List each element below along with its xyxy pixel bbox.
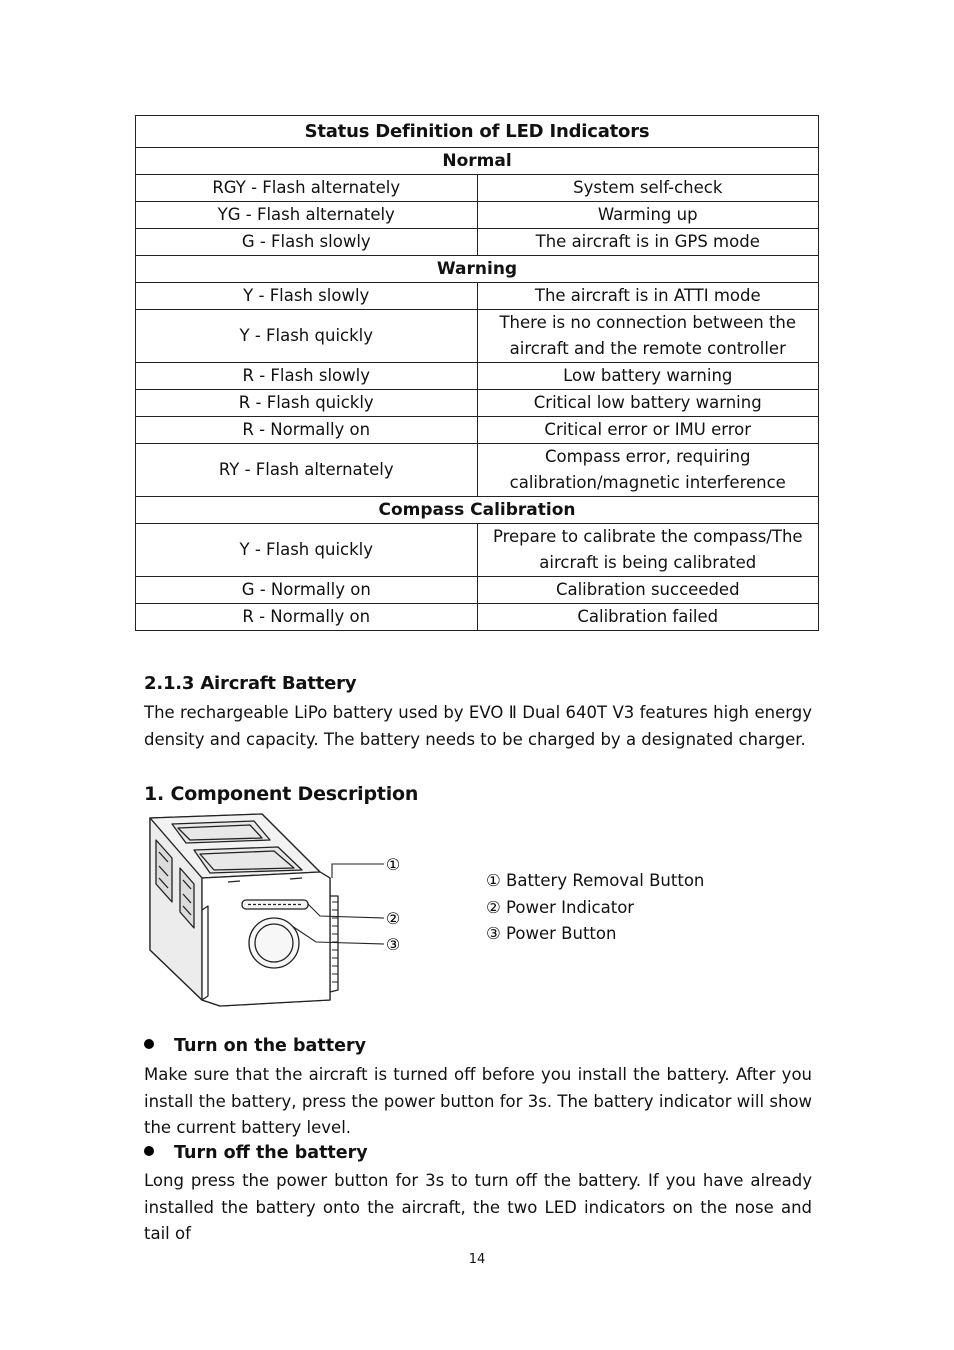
table-row bbox=[136, 390, 819, 417]
led-pattern-cell: RY - Flash alternately bbox=[136, 444, 478, 497]
led-meaning-cell: Low battery warning bbox=[477, 363, 819, 390]
table-row bbox=[136, 202, 819, 229]
led-pattern-cell: Y - Flash quickly bbox=[136, 310, 478, 363]
component-legend bbox=[486, 868, 704, 948]
table-row bbox=[136, 577, 819, 604]
table-title: Status Definition of LED Indicators bbox=[136, 116, 819, 148]
callout-1: ① bbox=[385, 855, 401, 874]
table-row bbox=[136, 310, 819, 363]
led-pattern-cell: G - Flash slowly bbox=[136, 229, 478, 256]
bullet-icon bbox=[144, 1039, 154, 1049]
led-meaning-cell: Calibration failed bbox=[477, 604, 819, 631]
turn-on-heading bbox=[144, 1036, 366, 1056]
legend-item: ③ Power Button bbox=[486, 924, 617, 943]
table-row bbox=[136, 175, 819, 202]
battery-section-heading: 2.1.3 Aircraft Battery bbox=[144, 673, 357, 694]
table-row bbox=[136, 363, 819, 390]
legend-item: ② Power Indicator bbox=[486, 897, 635, 917]
turn-off-heading bbox=[144, 1143, 368, 1163]
table-row bbox=[136, 417, 819, 444]
turn-off-heading-text: Turn off the battery bbox=[174, 1143, 368, 1163]
led-pattern-cell: RGY - Flash alternately bbox=[136, 175, 478, 202]
led-meaning-cell: The aircraft is in GPS mode bbox=[477, 229, 819, 256]
bullet-icon bbox=[144, 1146, 154, 1156]
turn-on-heading-text: Turn on the battery bbox=[174, 1036, 366, 1056]
table-row bbox=[136, 283, 819, 310]
led-meaning-cell: Calibration succeeded bbox=[477, 577, 819, 604]
led-pattern-cell: YG - Flash alternately bbox=[136, 202, 478, 229]
table-row bbox=[136, 524, 819, 577]
table-row bbox=[136, 229, 819, 256]
callout-3: ③ bbox=[385, 935, 401, 954]
led-meaning-cell: System self-check bbox=[477, 175, 819, 202]
led-pattern-cell: R - Flash slowly bbox=[136, 363, 478, 390]
led-meaning-cell: Prepare to calibrate the compass/The aircraft is being calibrated bbox=[477, 524, 819, 577]
table-row bbox=[136, 444, 819, 497]
led-meaning-cell: There is no connection between the aircraft and the remote controller bbox=[477, 310, 819, 363]
table-row bbox=[136, 604, 819, 631]
led-meaning-cell: Compass error, requiring calibration/magnetic interference bbox=[477, 444, 819, 497]
page-number: 14 bbox=[468, 1252, 486, 1267]
section-header-warning: Warning bbox=[136, 256, 819, 283]
battery-intro-paragraph: The rechargeable LiPo battery used by EVO Ⅱ Dual 640T V3 features high energy density and capacity. The battery needs to be charged by a designated charger. bbox=[144, 703, 812, 749]
led-pattern-cell: R - Normally on bbox=[136, 417, 478, 444]
led-pattern-cell: G - Normally on bbox=[136, 577, 478, 604]
led-pattern-cell: Y - Flash quickly bbox=[136, 524, 478, 577]
led-status-table bbox=[135, 115, 819, 631]
led-pattern-cell: R - Normally on bbox=[136, 604, 478, 631]
battery-diagram bbox=[142, 810, 407, 1010]
led-meaning-cell: Warming up bbox=[477, 202, 819, 229]
turn-off-paragraph: Long press the power button for 3s to turn off the battery. If you have already installed the battery onto the aircraft, the two LED indicators on the nose and tail of bbox=[144, 1171, 812, 1243]
led-meaning-cell: Critical low battery warning bbox=[477, 390, 819, 417]
led-meaning-cell: Critical error or IMU error bbox=[477, 417, 819, 444]
led-meaning-cell: The aircraft is in ATTI mode bbox=[477, 283, 819, 310]
section-header-normal: Normal bbox=[136, 148, 819, 175]
led-pattern-cell: R - Flash quickly bbox=[136, 390, 478, 417]
section-header-compass-calibration: Compass Calibration bbox=[136, 497, 819, 524]
led-pattern-cell: Y - Flash slowly bbox=[136, 283, 478, 310]
callout-2: ② bbox=[385, 909, 401, 928]
legend-item: ① Battery Removal Button bbox=[486, 871, 705, 890]
component-description-heading: 1. Component Description bbox=[144, 783, 419, 805]
turn-on-paragraph: Make sure that the aircraft is turned off before you install the battery. After you install the battery, press the power button for 3s. The battery indicator will show the current battery level. bbox=[144, 1065, 812, 1137]
